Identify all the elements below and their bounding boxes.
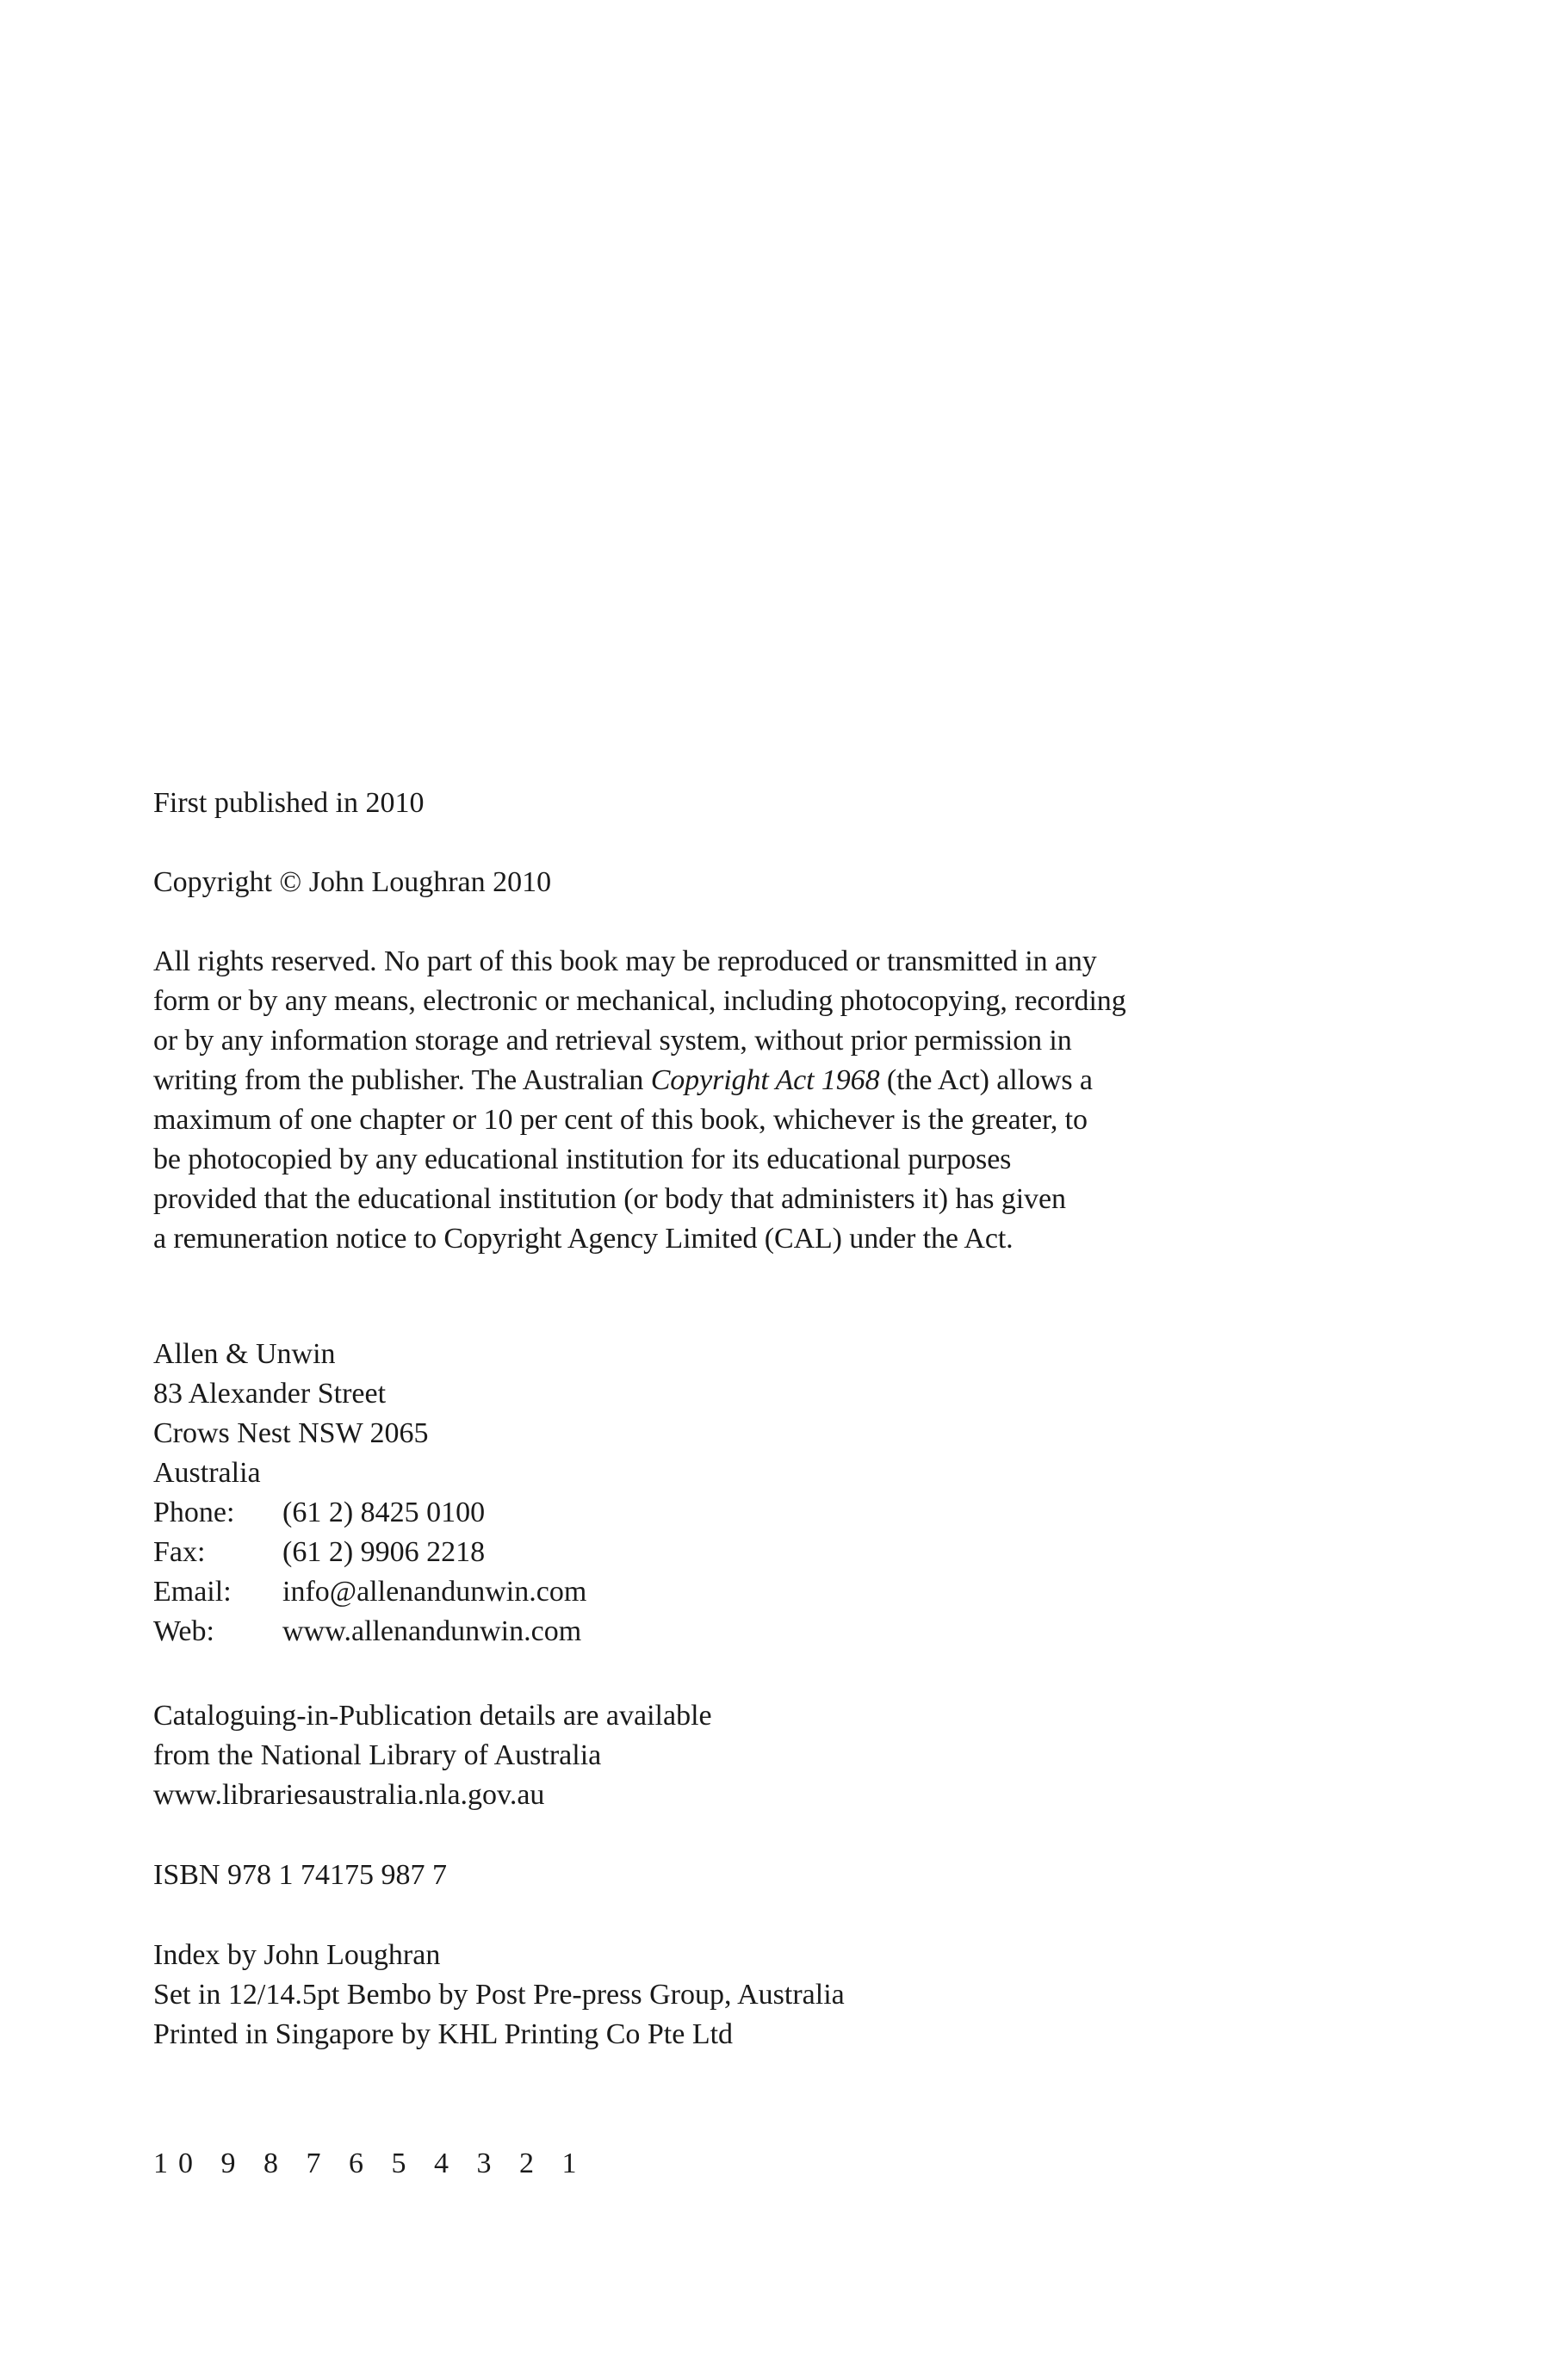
rights-line — [153, 1061, 1255, 1100]
phone-value: (61 2) 8425 0100 — [282, 1497, 486, 1528]
rights-line-text: (the Act) allows a — [879, 1064, 1093, 1096]
fax-row — [153, 1533, 586, 1572]
publisher-city: Crows Nest NSW 2065 — [153, 1417, 429, 1449]
rights-line: provided that the educational institution (or body that administers it) has given — [153, 1183, 1066, 1215]
web-label: Web: — [153, 1615, 214, 1647]
rights-line: a remuneration notice to Copyright Agency Limited (CAL) under the Act. — [153, 1223, 1014, 1255]
printing-credit: Printed in Singapore by KHL Printing Co Pte Ltd — [153, 2018, 734, 2050]
rights-line: form or by any means, electronic or mechanical, including photocopying, recording — [153, 985, 1126, 1017]
fax-value: (61 2) 9906 2218 — [282, 1536, 486, 1568]
rights-statement — [153, 942, 1255, 1259]
isbn: ISBN 978 1 74175 987 7 — [153, 1859, 447, 1891]
printer-impression-line: 10 9 8 7 6 5 4 3 2 1 — [153, 2148, 587, 2179]
cataloguing-in-publication — [153, 1696, 712, 1815]
cip-line: from the National Library of Australia — [153, 1739, 602, 1771]
phone-row — [153, 1493, 586, 1533]
cip-line: Cataloguing-in-Publication details are available — [153, 1700, 712, 1732]
copyright-act-title: Copyright Act 1968 — [650, 1064, 880, 1096]
first-published: First published in 2010 — [153, 787, 425, 819]
fax-label: Fax: — [153, 1536, 206, 1568]
web-value: www.allenandunwin.com — [282, 1615, 582, 1647]
rights-line: be photocopied by any educational institution for its educational purposes — [153, 1144, 1012, 1175]
web-row — [153, 1612, 586, 1652]
publisher-street: 83 Alexander Street — [153, 1378, 387, 1410]
rights-line-text: writing from the publisher. The Australian — [153, 1064, 651, 1096]
email-row — [153, 1572, 586, 1612]
rights-line: All rights reserved. No part of this book may be reproduced or transmitted in any — [153, 945, 1097, 977]
cip-url: www.librariesaustralia.nla.gov.au — [153, 1779, 545, 1811]
phone-label: Phone: — [153, 1497, 235, 1528]
email-value: info@allenandunwin.com — [282, 1576, 587, 1608]
copyright-notice: Copyright © John Loughran 2010 — [153, 866, 552, 898]
rights-line: maximum of one chapter or 10 per cent of this book, whichever is the greater, to — [153, 1104, 1088, 1136]
typesetting-credit: Set in 12/14.5pt Bembo by Post Pre-press Group, Australia — [153, 1979, 845, 2011]
publisher-country: Australia — [153, 1457, 261, 1489]
production-credits — [153, 1936, 845, 2055]
index-credit: Index by John Loughran — [153, 1939, 441, 1971]
rights-line: or by any information storage and retrieval system, without prior permission in — [153, 1025, 1072, 1057]
publisher-address — [153, 1335, 586, 1652]
email-label: Email: — [153, 1576, 232, 1608]
publisher-name: Allen & Unwin — [153, 1338, 336, 1370]
